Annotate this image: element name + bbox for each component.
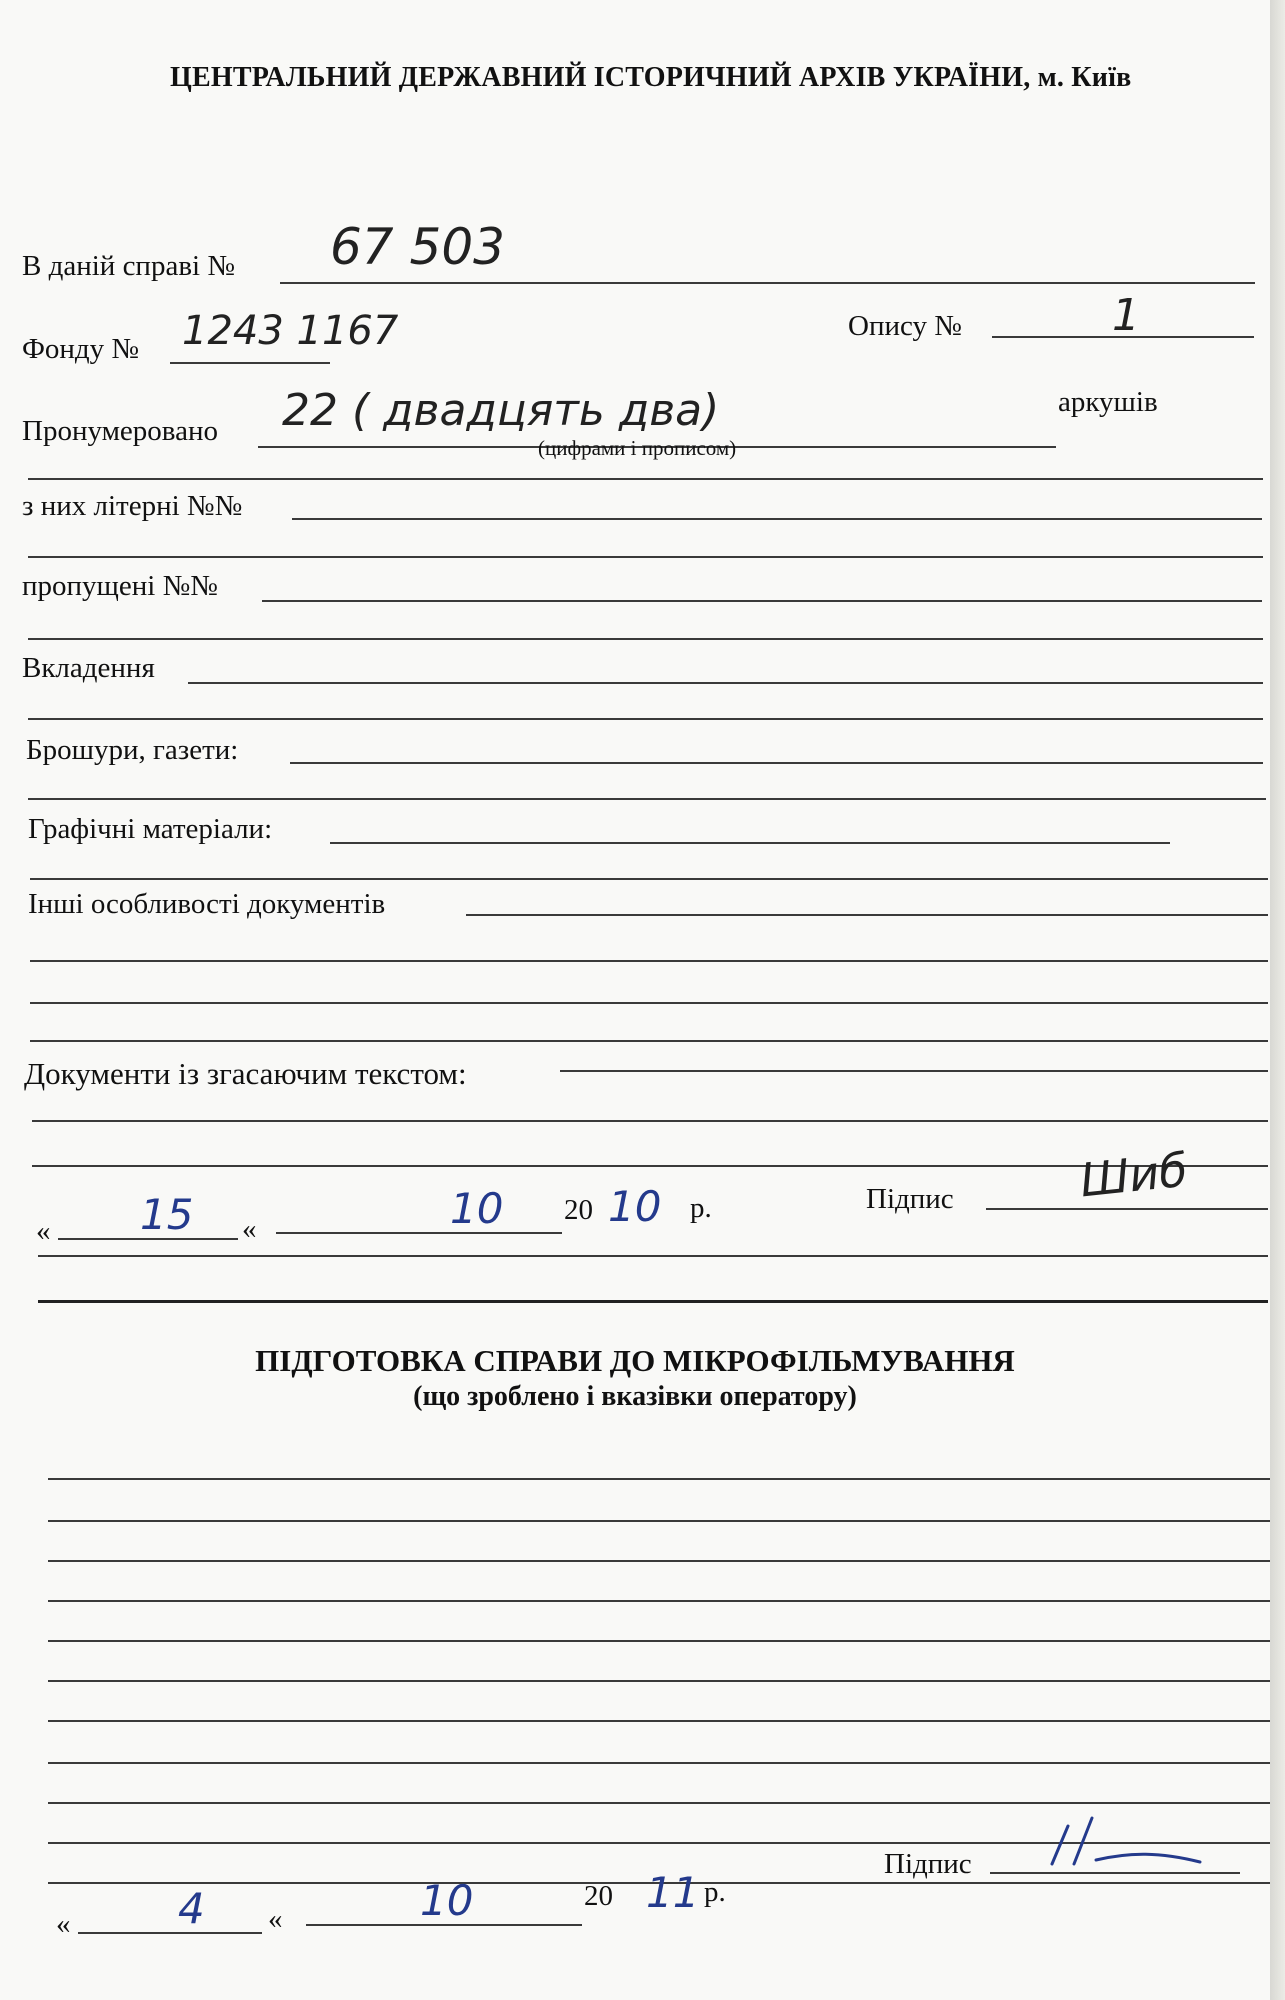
numbered-value[interactable]: 22 ( двадцять два) bbox=[282, 385, 720, 436]
numbered-unit: аркушів bbox=[1058, 386, 1158, 418]
date-month-value[interactable]: 10 bbox=[450, 1184, 504, 1233]
date-close-quote: « bbox=[242, 1213, 257, 1245]
brochures-label: Брошури, газети: bbox=[26, 734, 239, 766]
attachments-label: Вкладення bbox=[22, 652, 155, 684]
signature-line bbox=[986, 1208, 1268, 1210]
date2-year-unit: р. bbox=[704, 1876, 726, 1908]
form-line bbox=[32, 1120, 1268, 1122]
date2-year-prefix: 20 bbox=[584, 1880, 613, 1912]
notes-line bbox=[48, 1680, 1270, 1682]
fading-text-line bbox=[560, 1070, 1268, 1072]
notes-line bbox=[48, 1720, 1270, 1722]
signature-label: Підпис bbox=[866, 1183, 954, 1215]
form-line bbox=[28, 718, 1263, 720]
form-line bbox=[30, 960, 1268, 962]
fond-value[interactable]: 1243 1167 bbox=[182, 308, 399, 354]
signature2-label: Підпис bbox=[884, 1848, 972, 1880]
section-divider bbox=[38, 1300, 1268, 1303]
letter-numbers-line bbox=[292, 518, 1262, 520]
form-line bbox=[30, 1002, 1268, 1004]
signature-value[interactable]: Шиб bbox=[1077, 1142, 1190, 1208]
date-day-value[interactable]: 15 bbox=[140, 1190, 194, 1239]
opys-value[interactable]: 1 bbox=[1112, 290, 1140, 341]
notes-line bbox=[48, 1802, 1270, 1804]
form-line bbox=[28, 638, 1263, 640]
notes-line bbox=[48, 1600, 1270, 1602]
notes-line bbox=[48, 1520, 1270, 1522]
attachments-line bbox=[188, 682, 1263, 684]
notes-line bbox=[48, 1478, 1270, 1480]
numbered-hint: (цифрами і прописом) bbox=[538, 436, 737, 460]
form-line bbox=[30, 878, 1268, 880]
date2-month-value[interactable]: 10 bbox=[420, 1876, 474, 1925]
date-year-unit: р. bbox=[690, 1192, 712, 1224]
form-line bbox=[28, 798, 1266, 800]
date-year-value[interactable]: 10 bbox=[608, 1182, 662, 1231]
notes-line bbox=[48, 1640, 1270, 1642]
date-month-line bbox=[276, 1232, 562, 1234]
notes-line bbox=[48, 1560, 1270, 1562]
date-open-quote: « bbox=[36, 1215, 51, 1247]
microfilm-subtitle: (що зроблено і вказівки оператору) bbox=[413, 1381, 857, 1412]
fond-label: Фонду № bbox=[22, 333, 140, 365]
date-year-prefix: 20 bbox=[564, 1194, 593, 1226]
sheet-edge bbox=[1270, 0, 1285, 2000]
date2-day-value[interactable]: 4 bbox=[178, 1884, 205, 1933]
form-line bbox=[30, 1040, 1268, 1042]
archive-title: ЦЕНТРАЛЬНИЙ ДЕРЖАВНИЙ ІСТОРИЧНИЙ АРХІВ УКРАЇНИ, м. Київ bbox=[170, 62, 1132, 93]
fading-text-label: Документи із згасаючим текстом: bbox=[24, 1056, 467, 1091]
case-number-label: В даній справі № bbox=[22, 250, 235, 282]
other-features-line bbox=[466, 914, 1268, 916]
notes-line bbox=[48, 1762, 1270, 1764]
brochures-line bbox=[290, 762, 1263, 764]
date2-open-quote: « bbox=[56, 1908, 71, 1940]
case-number-line bbox=[280, 282, 1255, 284]
microfilm-title: ПІДГОТОВКА СПРАВИ ДО МІКРОФІЛЬМУВАННЯ bbox=[255, 1343, 1015, 1378]
opys-label: Опису № bbox=[848, 310, 962, 342]
case-number-value[interactable]: 67 503 bbox=[330, 218, 505, 276]
date2-close-quote: « bbox=[268, 1903, 283, 1935]
letter-numbers-label: з них літерні №№ bbox=[22, 490, 243, 522]
signature2-mark bbox=[1040, 1812, 1210, 1882]
date2-year-value[interactable]: 11 bbox=[646, 1868, 700, 1917]
date2-day-line bbox=[78, 1932, 262, 1934]
form-line bbox=[38, 1255, 1268, 1257]
missing-numbers-line bbox=[262, 600, 1262, 602]
form-line bbox=[28, 556, 1263, 558]
graphics-label: Графічні матеріали: bbox=[28, 813, 273, 845]
fond-line bbox=[170, 362, 330, 364]
form-line bbox=[28, 478, 1263, 480]
other-features-label: Інші особливості документів bbox=[28, 888, 386, 920]
graphics-line bbox=[330, 842, 1170, 844]
missing-numbers-label: пропущені №№ bbox=[22, 570, 218, 602]
numbered-label: Пронумеровано bbox=[22, 415, 219, 447]
